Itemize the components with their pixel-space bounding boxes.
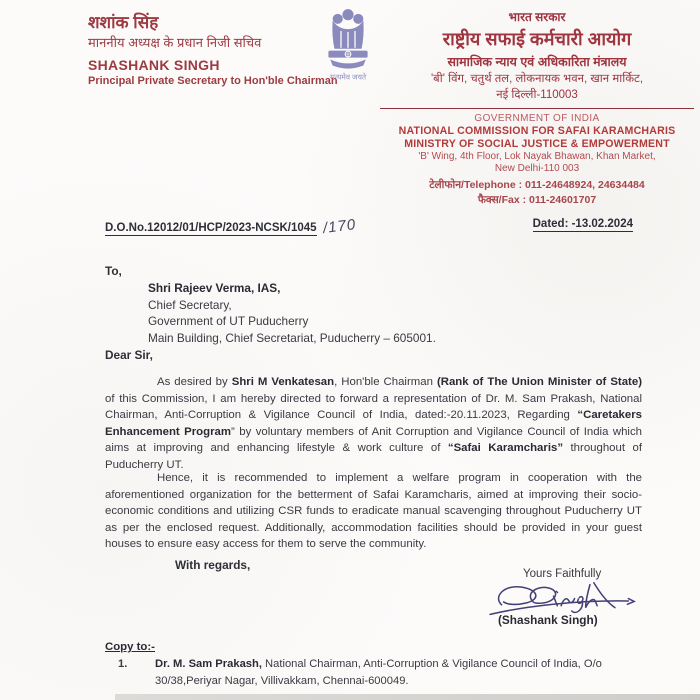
header-divider (380, 108, 694, 109)
ministry-name-english: MINISTRY OF SOCIAL JUSTICE & EMPOWERMENT (404, 138, 670, 150)
recipient-address-block (148, 280, 436, 346)
ministry-name-hindi: सामाजिक न्याय एवं अधिकारिता मंत्रालय (447, 55, 627, 69)
do-reference-number: D.O.No.12012/01/HCP/2023-NCSK/1045 (105, 222, 317, 234)
commission-name-english: NATIONAL COMMISSION FOR SAFAI KARAMCHARIS (398, 125, 676, 137)
scan-edge-artifact (115, 694, 700, 700)
salutation: Dear Sir, (105, 348, 153, 362)
body-paragraph-1: As desired by Shri M Venkatesan, Hon'ble Chairman (Rank of The Union Minister of State) of this Commission, I am hereby directed to forward a representation of Dr. M. Sam Prakash, National Chairman, Anti-Corruption & Vigilance Council of India, dated:-20.11.2023, Regarding “Caretakers Enhancement Program” by voluntary members of Anit Corruption and Vigilance Council of India which aims at improving and enhancing lifestyle & work culture of “Safai Karamcharis” throughout of Puducherry UT. (105, 376, 642, 471)
copy-to-item (118, 656, 642, 689)
recipient-line: Main Building, Chief Secretariat, Puducherry – 605001. (148, 330, 436, 345)
sender-name-hindi: शशांक सिंह (88, 13, 159, 32)
reference-row (105, 218, 645, 235)
valediction: Yours Faithfully (523, 568, 602, 580)
address-english-line1: 'B' Wing, 4th Floor, Lok Nayak Bhawan, Khan Market, (418, 151, 656, 162)
copy-to-item-text: Dr. M. Sam Prakash, National Chairman, Anti-Corruption & Vigilance Council of India, O/o 30/38,Periyar Nagar, Villivakkam, Chennai-600049. (155, 658, 602, 687)
telephone-line: टेलीफोन/Telephone : 011-24648924, 24634484 (429, 179, 645, 191)
commission-name-hindi: राष्ट्रीय सफाई कर्मचारी आयोग (442, 29, 632, 49)
signatory-name: (Shashank Singh) (498, 613, 598, 627)
address-hindi-line2: नई दिल्ली-110003 (496, 89, 578, 101)
fax-line: फैक्स/Fax : 011-24601707 (477, 194, 597, 206)
letter-date: Dated: -13.02.2024 (532, 218, 633, 230)
body-paragraph-2: Hence, it is recommended to implement a welfare program in cooperation with the aforementioned organization for the betterment of Safai Karamcharis, aimed at improving their socio-economic conditions and utilizing CSR funds to eradicate manual scavenging throughout Puducherry UT as per the enclosed request. Additionally, accommodation facilities should be provided in your guest houses to ensure easy access for them to serve the community. (105, 472, 642, 551)
sender-title-hindi: माननीय अध्यक्ष के प्रधान निजी सचिव (88, 35, 262, 51)
organisation-block (378, 8, 696, 207)
emblem-motto: सत्यमेव जयते (329, 72, 367, 82)
govt-of-india-hindi: भारत सरकार (508, 10, 566, 24)
sender-title-english: Principal Private Secretary to Hon'ble Chairman (88, 75, 338, 87)
with-regards: With regards, (175, 558, 251, 572)
sender-name-english: SHASHANK SINGH (88, 56, 220, 73)
handwritten-dispatch-number: /170 (321, 216, 357, 237)
to-label: To, (105, 264, 122, 278)
sender-block (88, 12, 338, 89)
copy-to-heading: Copy to:- (105, 641, 155, 653)
recipient-line: Shri Rajeev Verma, IAS, (148, 281, 281, 295)
lion-capital-icon (320, 5, 376, 85)
recipient-line: Chief Secretary, (148, 297, 232, 312)
recipient-line: Government of UT Puducherry (148, 314, 309, 328)
address-hindi-line1: 'बी' विंग, चतुर्थ तल, लोकनायक भवन, खान मार्किट, (430, 73, 644, 85)
address-english-line2: New Delhi-110 003 (494, 163, 580, 174)
govt-of-india-english: GOVERNMENT OF INDIA (474, 113, 600, 124)
copy-to-item-number: 1. (118, 658, 128, 670)
ashoka-emblem-icon (320, 5, 376, 90)
